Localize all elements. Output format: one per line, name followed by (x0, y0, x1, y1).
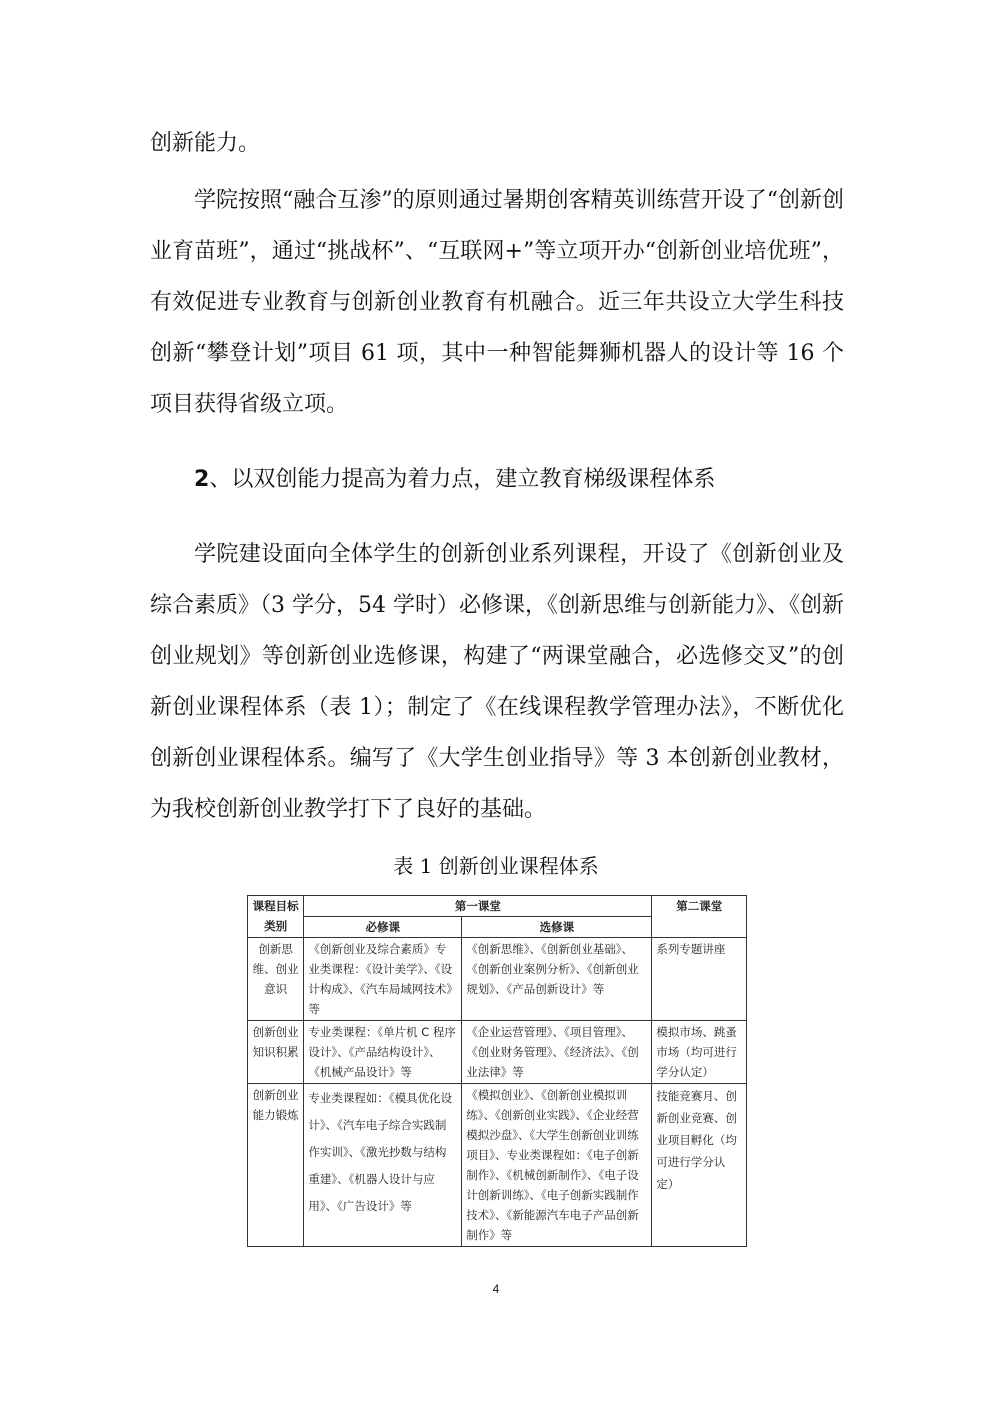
section-heading (194, 460, 715, 500)
row-second-class: 技能竞赛月、创新创业竞赛、创业项目孵化（均可进行学分认定） (652, 1084, 747, 1247)
header-required: 必修课 (304, 917, 462, 938)
row-category: 创新创业知识积累 (248, 1021, 304, 1084)
row-category: 创新思维、创业意识 (248, 938, 304, 1021)
paragraph-continuation: 创新能力。 (150, 131, 261, 156)
row-required: 《创新创业及综合素质》专业类课程：《设计美学》、《设计构成》、《汽车局域网技术》等 (304, 938, 462, 1021)
row-second-class: 系列专题讲座 (652, 938, 747, 1021)
table-row (248, 1084, 747, 1247)
header-first-class: 第一课堂 (304, 896, 652, 917)
header-category: 课程目标类别 (248, 896, 304, 938)
row-required: 专业类课程：《单片机 C 程序设计》、《产品结构设计》、《机械产品设计》等 (304, 1021, 462, 1084)
table-row (248, 938, 747, 1021)
row-elective: 《企业运营管理》、《项目管理》、《创业财务管理》、《经济法》、《创业法律》等 (462, 1021, 652, 1084)
header-elective: 选修课 (462, 917, 652, 938)
row-elective: 《模拟创业》、《创新创业模拟训练》、《创新创业实践》、《企业经营模拟沙盘》、《大学生创新创业训练项目》、专业类课程如：《电子创新制作》、《机械创新制作》、《电子设计创新训练》、《电子创新实践制作技术》、《新能源汽车电子产品创新制作》等 (462, 1084, 652, 1247)
course-system-table (247, 895, 747, 1247)
row-category: 创新创业能力锻炼 (248, 1084, 304, 1247)
paragraph-training-camp: 学院按照“融合互渗”的原则通过暑期创客精英训练营开设了“创新创业育苗班”，通过“挑战杯”、“互联网+”等立项开办“创新创业培优班”，有效促进专业教育与创新创业教育有机融合。近三年共设立大学生科技创新“攀登计划”项目 61 项，其中一种智能舞狮机器人的设计等 16 个项目获得省级立项。 (150, 188, 844, 417)
table-row (248, 1021, 747, 1084)
table-caption: 表 1 创新创业课程体系 (393, 854, 599, 878)
section-heading-number: 2 (194, 467, 210, 492)
row-elective: 《创新思维》、《创新创业基础》、《创新创业案例分析》、《创新创业规划》、《产品创新设计》等 (462, 938, 652, 1021)
page-number: 4 (492, 1282, 500, 1296)
paragraph-course-system: 学院建设面向全体学生的创新创业系列课程，开设了《创新创业及综合素质》（3 学分，54 学时）必修课，《创新思维与创新能力》、《创新创业规划》等创新创业选修课，构建了“两课堂融合，必选修交叉”的创新创业课程体系（表 1）；制定了《在线课程教学管理办法》，不断优化创新创业课程体系。编写了《大学生创业指导》等 3 本创新创业教材，为我校创新创业教学打下了良好的基础。 (150, 542, 844, 822)
section-heading-text: 、以双创能力提高为着力点，建立教育梯级课程体系 (209, 467, 716, 492)
table-header-row (248, 896, 747, 917)
row-required: 专业类课程如：《模具优化设计》、《汽车电子综合实践制作实训》、《激光抄数与结构重建》、《机器人设计与应用》、《广告设计》等 (304, 1084, 462, 1247)
header-second-class: 第二课堂 (652, 896, 747, 938)
row-second-class: 模拟市场、跳蚤市场（均可进行学分认定） (652, 1021, 747, 1084)
